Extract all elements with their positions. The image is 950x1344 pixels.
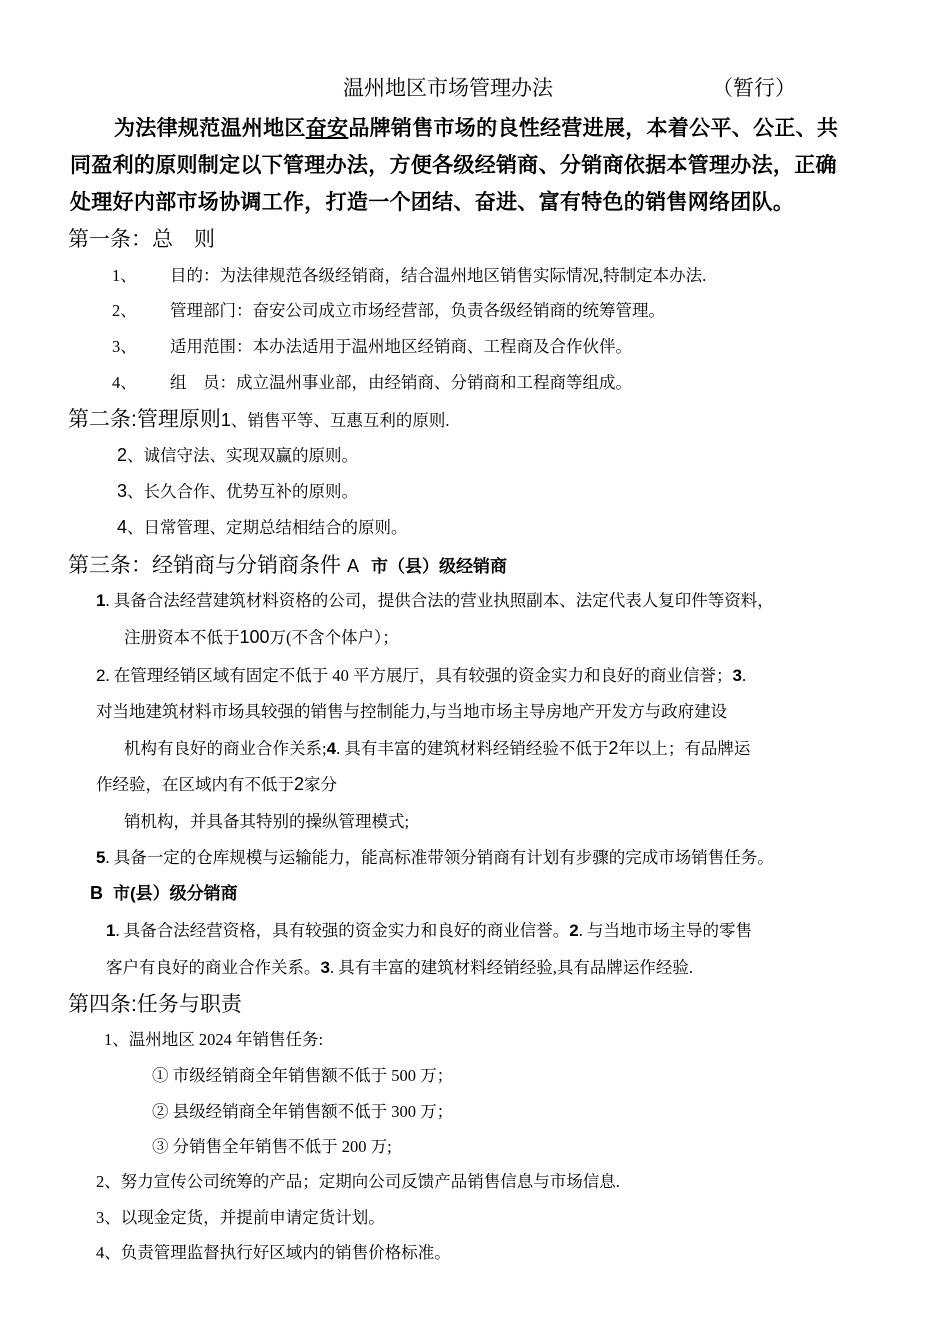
intro-line-2: 同盈利的原则制定以下管理办法，方便各级经销商、分销商依据本管理办法，正确 [70, 154, 837, 177]
condition-num: 4 [326, 739, 337, 758]
article-2-item-num: 2 [117, 445, 128, 465]
article-2-item-text: 、销售平等、互惠互利的原则. [230, 411, 450, 430]
brand-name: 奋安 [305, 117, 349, 140]
condition-a4-cont [96, 771, 337, 795]
condition-text: . [741, 666, 747, 685]
article-2-item [117, 478, 358, 502]
condition-num: 2 [96, 666, 106, 685]
condition-text: . 具备一定的仓库规模与运输能力，能高标准带领分销商有计划有步骤的完成市场销售任务。 [105, 848, 774, 867]
condition-a4-cont2: 销机构，并具备其特别的操纵管理模式; [124, 812, 410, 831]
article-1-item-num: 4、 [112, 373, 137, 392]
article-2-item-num: 3 [117, 481, 128, 501]
duty-item: 4、负责管理监督执行好区域内的销售价格标准。 [96, 1243, 451, 1262]
section-b-heading [90, 879, 238, 904]
intro-text: 为法律规范温州地区 [114, 117, 306, 140]
article-2-item-text: 、日常管理、定期总结相结合的原则。 [127, 518, 408, 537]
condition-text: 年以上；有品牌运 [618, 739, 751, 758]
article-3-heading-line [68, 549, 507, 579]
condition-num: 1 [96, 591, 106, 610]
condition-text: . 具备合法经营建筑材料资格的公司，提供合法的营业执照副本、法定代表人复印件等资料， [105, 591, 774, 610]
intro-line-1 [114, 112, 838, 142]
condition-num: 2 [569, 921, 579, 940]
condition-num: 3 [320, 958, 330, 977]
article-2-item-text: 、长久合作、优势互补的原则。 [127, 482, 359, 501]
article-1-item-num: 2、 [112, 301, 137, 320]
condition-text: 作经验，在区域内有不低于 [96, 775, 294, 794]
article-2-heading: 第二条:管理原则 [68, 408, 221, 431]
condition-b2-b3 [106, 954, 693, 978]
document-title: 温州地区市场管理办法 [343, 77, 553, 100]
condition-a2-a3 [96, 662, 746, 686]
task-sub-item: ③ 分销售全年销售不低于 200 万; [152, 1137, 392, 1156]
article-1-item-text: 组 员：成立温州事业部，由经销商、分销商和工程商等组成。 [170, 373, 632, 392]
section-b-title: 市(县）级分销商 [113, 884, 238, 903]
section-a-title: 市（县）级经销商 [371, 557, 508, 576]
condition-text: 客户有良好的商业合作关系。 [106, 958, 321, 977]
condition-text: 家分 [304, 775, 338, 794]
duty-item: 3、以现金定货，并提前申请定货计划。 [96, 1208, 385, 1227]
article-4-heading: 第四条:任务与职责 [68, 993, 242, 1016]
article-2-item [117, 442, 358, 466]
condition-a1-cont [124, 624, 399, 648]
condition-text: . 具备合法经营资格，具有较强的资金实力和良好的商业信誉。 [115, 921, 570, 940]
article-3-heading: 第三条：经销商与分销商条件 [68, 554, 341, 577]
branch-count: 2 [294, 774, 305, 794]
condition-text: . 与当地市场主导的零售 [578, 921, 752, 940]
condition-num: 1 [106, 921, 116, 940]
article-1-item-num: 1、 [112, 266, 137, 285]
section-a-letter: A [347, 556, 360, 576]
experience-years: 2 [608, 738, 619, 758]
article-1-heading: 第一条：总 则 [68, 228, 215, 251]
intro-text: 品牌销售市场的良性经营进展，本着公平、公正、共 [348, 117, 839, 140]
condition-text: 万(不含个体户）； [269, 628, 399, 647]
intro-line-3: 处理好内部市场协调工作，打造一个团结、奋进、富有特色的销售网络团队。 [70, 191, 795, 214]
condition-text: . 具有丰富的建筑材料经销经验不低于 [336, 739, 609, 758]
document-title-suffix: （暂行） [712, 77, 796, 100]
article-1-item-text: 适用范围：本办法适用于温州地区经销商、工程商及合作伙伴。 [170, 337, 632, 356]
article-1-item-text: 管理部门：奋安公司成立市场经营部，负责各级经销商的统筹管理。 [170, 301, 665, 320]
section-b-letter: B [90, 883, 103, 903]
condition-num: 3 [732, 666, 742, 685]
condition-a1 [96, 587, 774, 611]
condition-num: 5 [96, 848, 106, 867]
condition-text: . 在管理经销区域有固定不低于 40 平方展厅，具有较强的资金实力和良好的商业信誉； [105, 666, 733, 685]
article-2-item-num: 4 [117, 517, 128, 537]
condition-a3-a4 [124, 735, 750, 759]
condition-text: 机构有良好的商业合作关系; [124, 739, 327, 758]
duty-item: 2、努力宣传公司统筹的产品；定期向公司反馈产品销售信息与市场信息. [96, 1172, 620, 1191]
task-item: 1、温州地区 2024 年销售任务: [104, 1030, 324, 1049]
article-1-item-text: 目的：为法律规范各级经销商，结合温州地区销售实际情况,特制定本办法. [170, 266, 707, 285]
article-2-item-num: 1 [220, 410, 231, 430]
task-sub-item: ① 市级经销商全年销售额不低于 500 万； [152, 1066, 454, 1085]
condition-text: 注册资本不低于 [124, 628, 240, 647]
article-2-item-text: 、诚信守法、实现双赢的原则。 [127, 446, 359, 465]
condition-b1-b2 [106, 917, 752, 941]
article-2-first-line [68, 403, 449, 433]
article-2-item [117, 514, 408, 538]
registered-capital-value: 100 [239, 627, 270, 647]
condition-a5 [96, 844, 774, 868]
condition-text: . 具有丰富的建筑材料经销经验,具有品牌运作经验. [329, 958, 693, 977]
article-1-item-num: 3、 [112, 337, 137, 356]
task-sub-item: ② 县级经销商全年销售额不低于 300 万； [152, 1102, 454, 1121]
condition-a3-text: 对当地建筑材料市场具较强的销售与控制能力,与当地市场主导房地产开发方与政府建设 [96, 702, 728, 721]
